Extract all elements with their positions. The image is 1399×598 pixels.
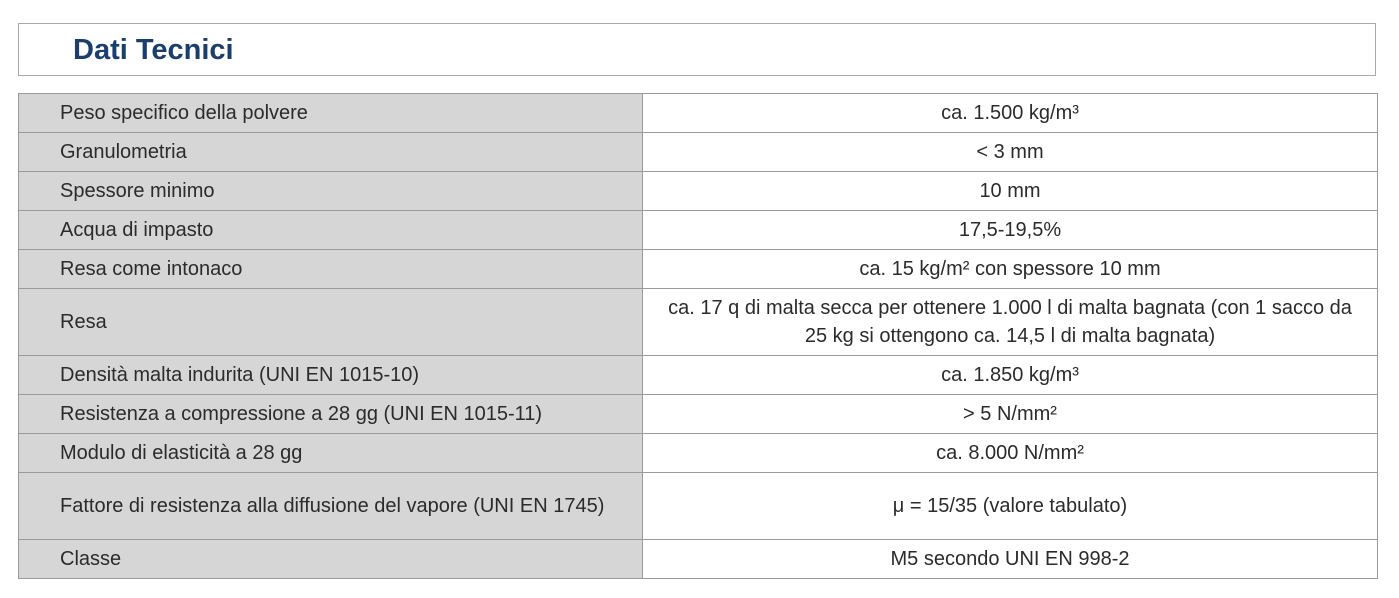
row-label: Resa [19, 289, 643, 356]
table-row [19, 133, 1378, 172]
row-label: Spessore minimo [19, 172, 643, 211]
row-value: ca. 8.000 N/mm² [643, 434, 1378, 473]
page-title: Dati Tecnici [73, 34, 234, 66]
table-row [19, 211, 1378, 250]
table-row [19, 395, 1378, 434]
row-label: Fattore di resistenza alla diffusione del vapore (UNI EN 1745) [19, 473, 643, 540]
row-label: Classe [19, 540, 643, 579]
table-row [19, 473, 1378, 540]
row-label: Acqua di impasto [19, 211, 643, 250]
technical-data-table [18, 93, 1378, 579]
row-value: ca. 1.500 kg/m³ [643, 94, 1378, 133]
section-header [18, 23, 1376, 76]
row-label: Densità malta indurita (UNI EN 1015-10) [19, 356, 643, 395]
row-value: 10 mm [643, 172, 1378, 211]
row-value: ca. 15 kg/m² con spessore 10 mm [643, 250, 1378, 289]
row-value: ca. 17 q di malta secca per ottenere 1.000 l di malta bagnata (con 1 sacco da 25 kg si ottengono ca. 14,5 l di malta bagnata) [643, 289, 1378, 356]
row-value: < 3 mm [643, 133, 1378, 172]
row-label: Modulo di elasticità a 28 gg [19, 434, 643, 473]
row-value: M5 secondo UNI EN 998-2 [643, 540, 1378, 579]
row-value: > 5 N/mm² [643, 395, 1378, 434]
table-row [19, 172, 1378, 211]
row-value: μ = 15/35 (valore tabulato) [643, 473, 1378, 540]
table-row [19, 94, 1378, 133]
row-value: ca. 1.850 kg/m³ [643, 356, 1378, 395]
table-row [19, 289, 1378, 356]
table-row [19, 434, 1378, 473]
table-row [19, 540, 1378, 579]
row-label: Granulometria [19, 133, 643, 172]
row-label: Resa come intonaco [19, 250, 643, 289]
table-row [19, 250, 1378, 289]
table-row [19, 356, 1378, 395]
row-label: Resistenza a compressione a 28 gg (UNI EN 1015-11) [19, 395, 643, 434]
row-value: 17,5-19,5% [643, 211, 1378, 250]
row-label: Peso specifico della polvere [19, 94, 643, 133]
